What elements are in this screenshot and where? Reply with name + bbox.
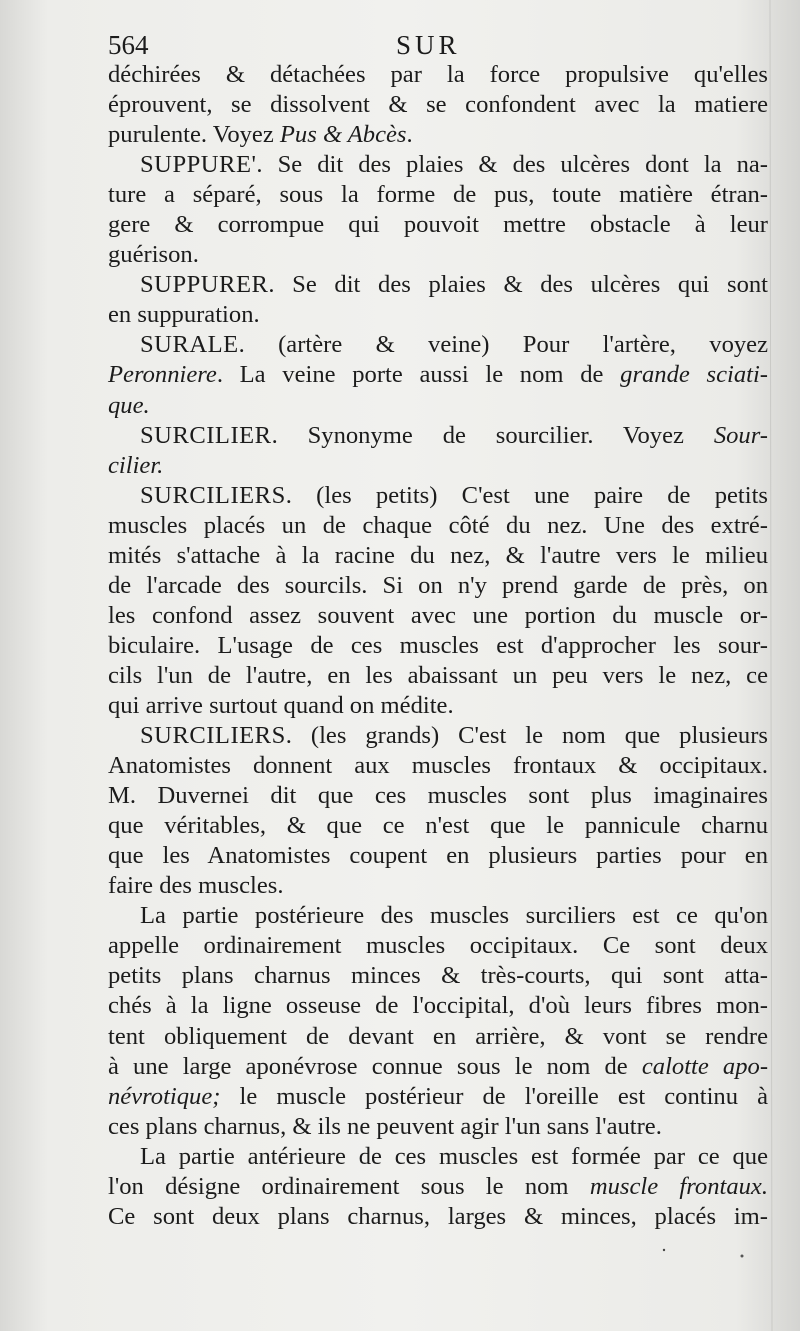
paragraph-partie-posterieure [108, 901, 768, 1141]
entry-suppurer [108, 270, 768, 330]
text-line: faire des muscles. [108, 872, 284, 900]
entry-surciliers-grands [108, 721, 768, 901]
text-line: appelle ordinairement muscles occipitaux. Ce sont deux [108, 932, 768, 960]
text-fragment: . La veine porte aussi le nom de [216, 361, 621, 389]
text-line: La partie postérieure des muscles surciliers est ce qu'on [140, 902, 768, 930]
text-line [108, 150, 768, 180]
text-line: biculaire. L'usage de ces muscles est d'approcher les sour- [108, 631, 768, 659]
text-line: éprouvent, se dissolvent & se confondent avec la matiere [108, 91, 768, 119]
text-fragment: purulente. Voyez [108, 121, 280, 149]
text-line [108, 360, 768, 390]
italic-term-muscle-frontaux: muscle frontaux. [589, 1172, 768, 1200]
text-line [108, 721, 768, 751]
text-line [108, 1052, 768, 1082]
paragraph-partie-anterieure [108, 1142, 768, 1232]
text-fragment: . (les petits) C'est une paire de petits [285, 481, 768, 509]
main-text [108, 60, 768, 1232]
text-line: qui arrive surtout quand on médite. [108, 691, 454, 719]
italic-term-calotte: calotte apo- [641, 1052, 769, 1080]
text-line: que les Anatomistes coupent en plusieurs parties pour en [108, 842, 768, 870]
cross-reference-abces: Abcès [347, 121, 407, 149]
text-line: guérison. [108, 241, 199, 269]
cross-reference-sourcilier: Sour- [713, 421, 768, 449]
text-line: tent obliquement de devant en arrière, & vont se rendre [108, 1022, 768, 1050]
text-line [108, 451, 768, 481]
text-fragment: . Se dit des plaies & des ulcères dont la na- [256, 151, 768, 179]
entry-suppure [108, 150, 768, 270]
paragraph-intro [108, 60, 768, 150]
headword: SURCILIERS [140, 722, 286, 750]
text-line: Anatomistes donnent aux muscles frontaux & occipitaux. [108, 752, 768, 780]
text-line [108, 270, 768, 300]
headword: SURCILIER [140, 421, 272, 449]
text-line: petits plans charnus minces & très-courts, qui sont atta- [108, 962, 768, 990]
page-number: 564 [108, 30, 149, 60]
text-line: que véritables, & que ce n'est que le pannicule charnu [108, 812, 768, 840]
text-line: chés à la ligne osseuse de l'occipital, d'où leurs fibres mon- [108, 992, 768, 1020]
text-line: La partie antérieure de ces muscles est formée par ce que [140, 1142, 768, 1170]
cross-reference-grande-sciatique: grande sciati- [620, 361, 768, 389]
cross-reference-grande-sciatique-end: que. [108, 391, 150, 419]
text-line [108, 330, 768, 360]
entry-surciliers-petits [108, 481, 768, 721]
ampersand: & [316, 121, 348, 149]
text-line: ture a séparé, sous la forme de pus, toute matière étran- [108, 181, 768, 209]
headword: SURCILIERS [140, 481, 286, 509]
text-line: en suppuration. [108, 301, 260, 329]
text-fragment: à une large aponévrose connue sous le nom de [108, 1052, 642, 1080]
text-line: de l'arcade des sourcils. Si on n'y prend garde de près, on [108, 571, 768, 599]
text-fragment: . (les grands) C'est le nom que plusieurs [285, 722, 768, 750]
text-line [108, 120, 768, 150]
text-line [108, 1082, 768, 1112]
italic-term-calotte-end: névrotique; [108, 1082, 221, 1110]
running-head: SUR [396, 30, 461, 60]
text-fragment: . (artère & veine) Pour l'artère, voyez [238, 331, 768, 359]
text-line: Ce sont deux plans charnus, larges & minces, placés im- [108, 1202, 768, 1230]
entry-surcilier [108, 421, 768, 481]
text-line: M. Duvernei dit que ces muscles sont plus imaginaires [108, 782, 768, 810]
text-line: gere & corrompue qui pouvoit mettre obstacle à leur [108, 211, 768, 239]
text-fragment: . Se dit des plaies & des ulcères qui sont [268, 271, 768, 299]
entry-surale [108, 330, 768, 420]
text-line: mités s'attache à la racine du nez, & l'autre vers le milieu [108, 541, 768, 569]
text-line [108, 481, 768, 511]
text-line [108, 1172, 768, 1202]
headword: SURALE [140, 331, 239, 359]
headword: SUPPURER [140, 271, 269, 299]
text-line: les confond assez souvent avec une portion du muscle or- [108, 601, 768, 629]
text-fragment: l'on désigne ordinairement sous le nom [108, 1172, 590, 1200]
text-line: déchirées & détachées par la force propulsive qu'elles [108, 61, 768, 88]
text-line: muscles placés un de chaque côté du nez. Une des extré- [108, 511, 768, 539]
headword: SUPPURE' [140, 151, 257, 179]
text-line [108, 421, 768, 451]
text-fragment: . [406, 121, 413, 149]
text-fragment: le muscle postérieur de l'oreille est continu à [220, 1082, 768, 1110]
cross-reference-sourcilier-end: cilier. [108, 451, 164, 479]
text-line: cils l'un de l'autre, en les abaissant un peu vers le nez, ce [108, 661, 768, 689]
cross-reference-pus: Pus [279, 121, 317, 149]
text-line [108, 391, 768, 421]
cross-reference-peronniere: Peronniere [108, 361, 217, 389]
text-fragment: . Synonyme de sourcilier. Voyez [271, 421, 714, 449]
text-line: ces plans charnus, & ils ne peuvent agir l'un sans l'autre. [108, 1112, 662, 1140]
